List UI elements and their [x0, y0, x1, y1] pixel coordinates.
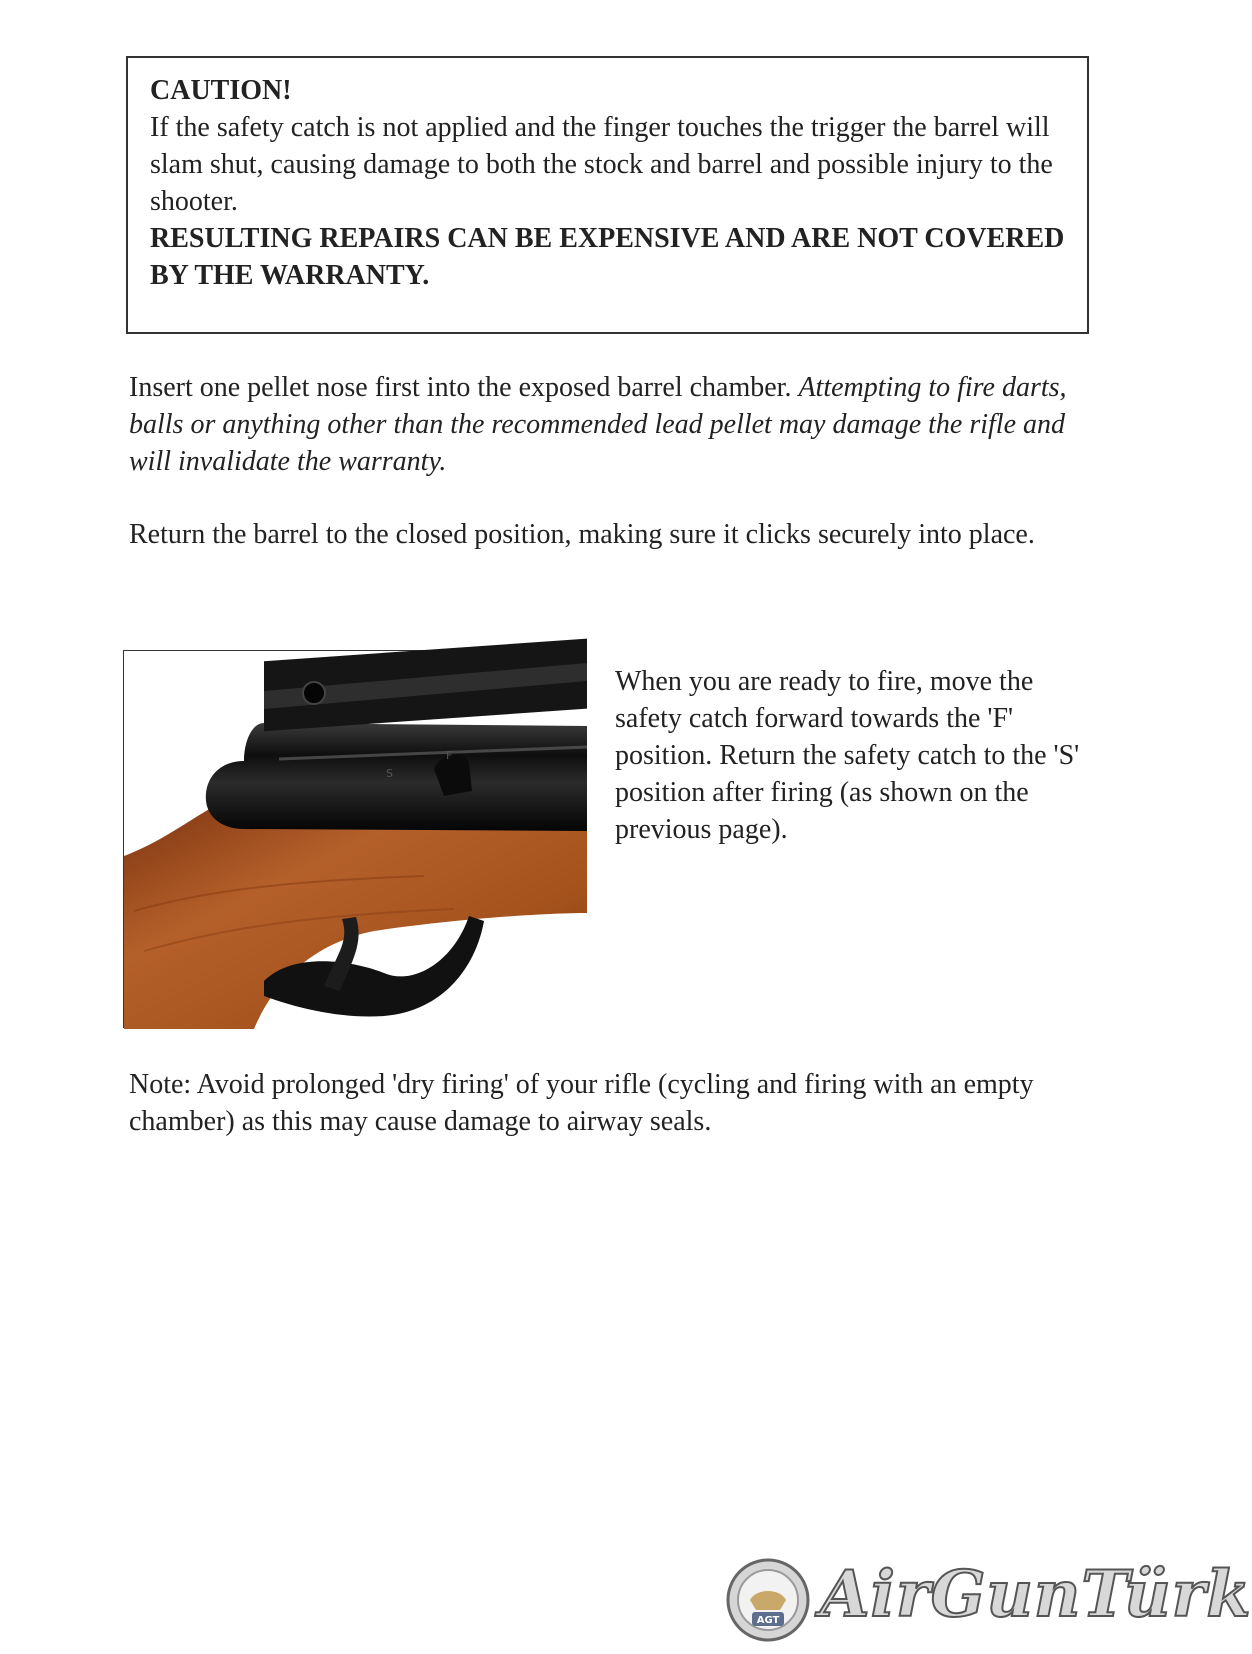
pellet-warning-text: Attempting to fire darts, balls or anything other than the recommended lead pellet may damage the rifle and will invalidate the warranty.: [129, 372, 1067, 477]
dry-firing-note: Note: Avoid prolonged 'dry firing' of your rifle (cycling and firing with an empty chamber) as this may cause damage to airway seals.: [129, 1069, 1034, 1137]
svg-text:S: S: [386, 767, 393, 780]
logo-wordmark: AirGunTürk: [820, 1557, 1252, 1632]
airgunturk-logo: [720, 1550, 1252, 1640]
rifle-safety-catch-photo: [123, 650, 586, 1028]
insert-pellet-paragraph: [129, 369, 1089, 480]
agt-seal-icon: [726, 1558, 810, 1642]
svg-text:F: F: [446, 749, 453, 762]
caution-box: [126, 56, 1089, 334]
insert-pellet-text: Insert one pellet nose first into the exposed barrel chamber.: [129, 372, 799, 403]
caution-title: CAUTION!: [150, 75, 292, 106]
caution-warranty-warning: RESULTING REPAIRS CAN BE EXPENSIVE AND ARE NOT COVERED BY THE WARRANTY.: [150, 223, 1065, 291]
safety-catch-paragraph: When you are ready to fire, move the safety catch forward towards the 'F' position. Return the safety catch to the 'S' position after firing (as shown on the previous page).: [615, 666, 1080, 845]
return-barrel-paragraph: Return the barrel to the closed position, making sure it clicks securely into place.: [129, 519, 1035, 550]
seal-text: AGT: [756, 1615, 780, 1626]
caution-body: If the safety catch is not applied and the finger touches the trigger the barrel will slam shut, causing damage to both the stock and barrel and possible injury to the shooter.: [150, 112, 1053, 217]
